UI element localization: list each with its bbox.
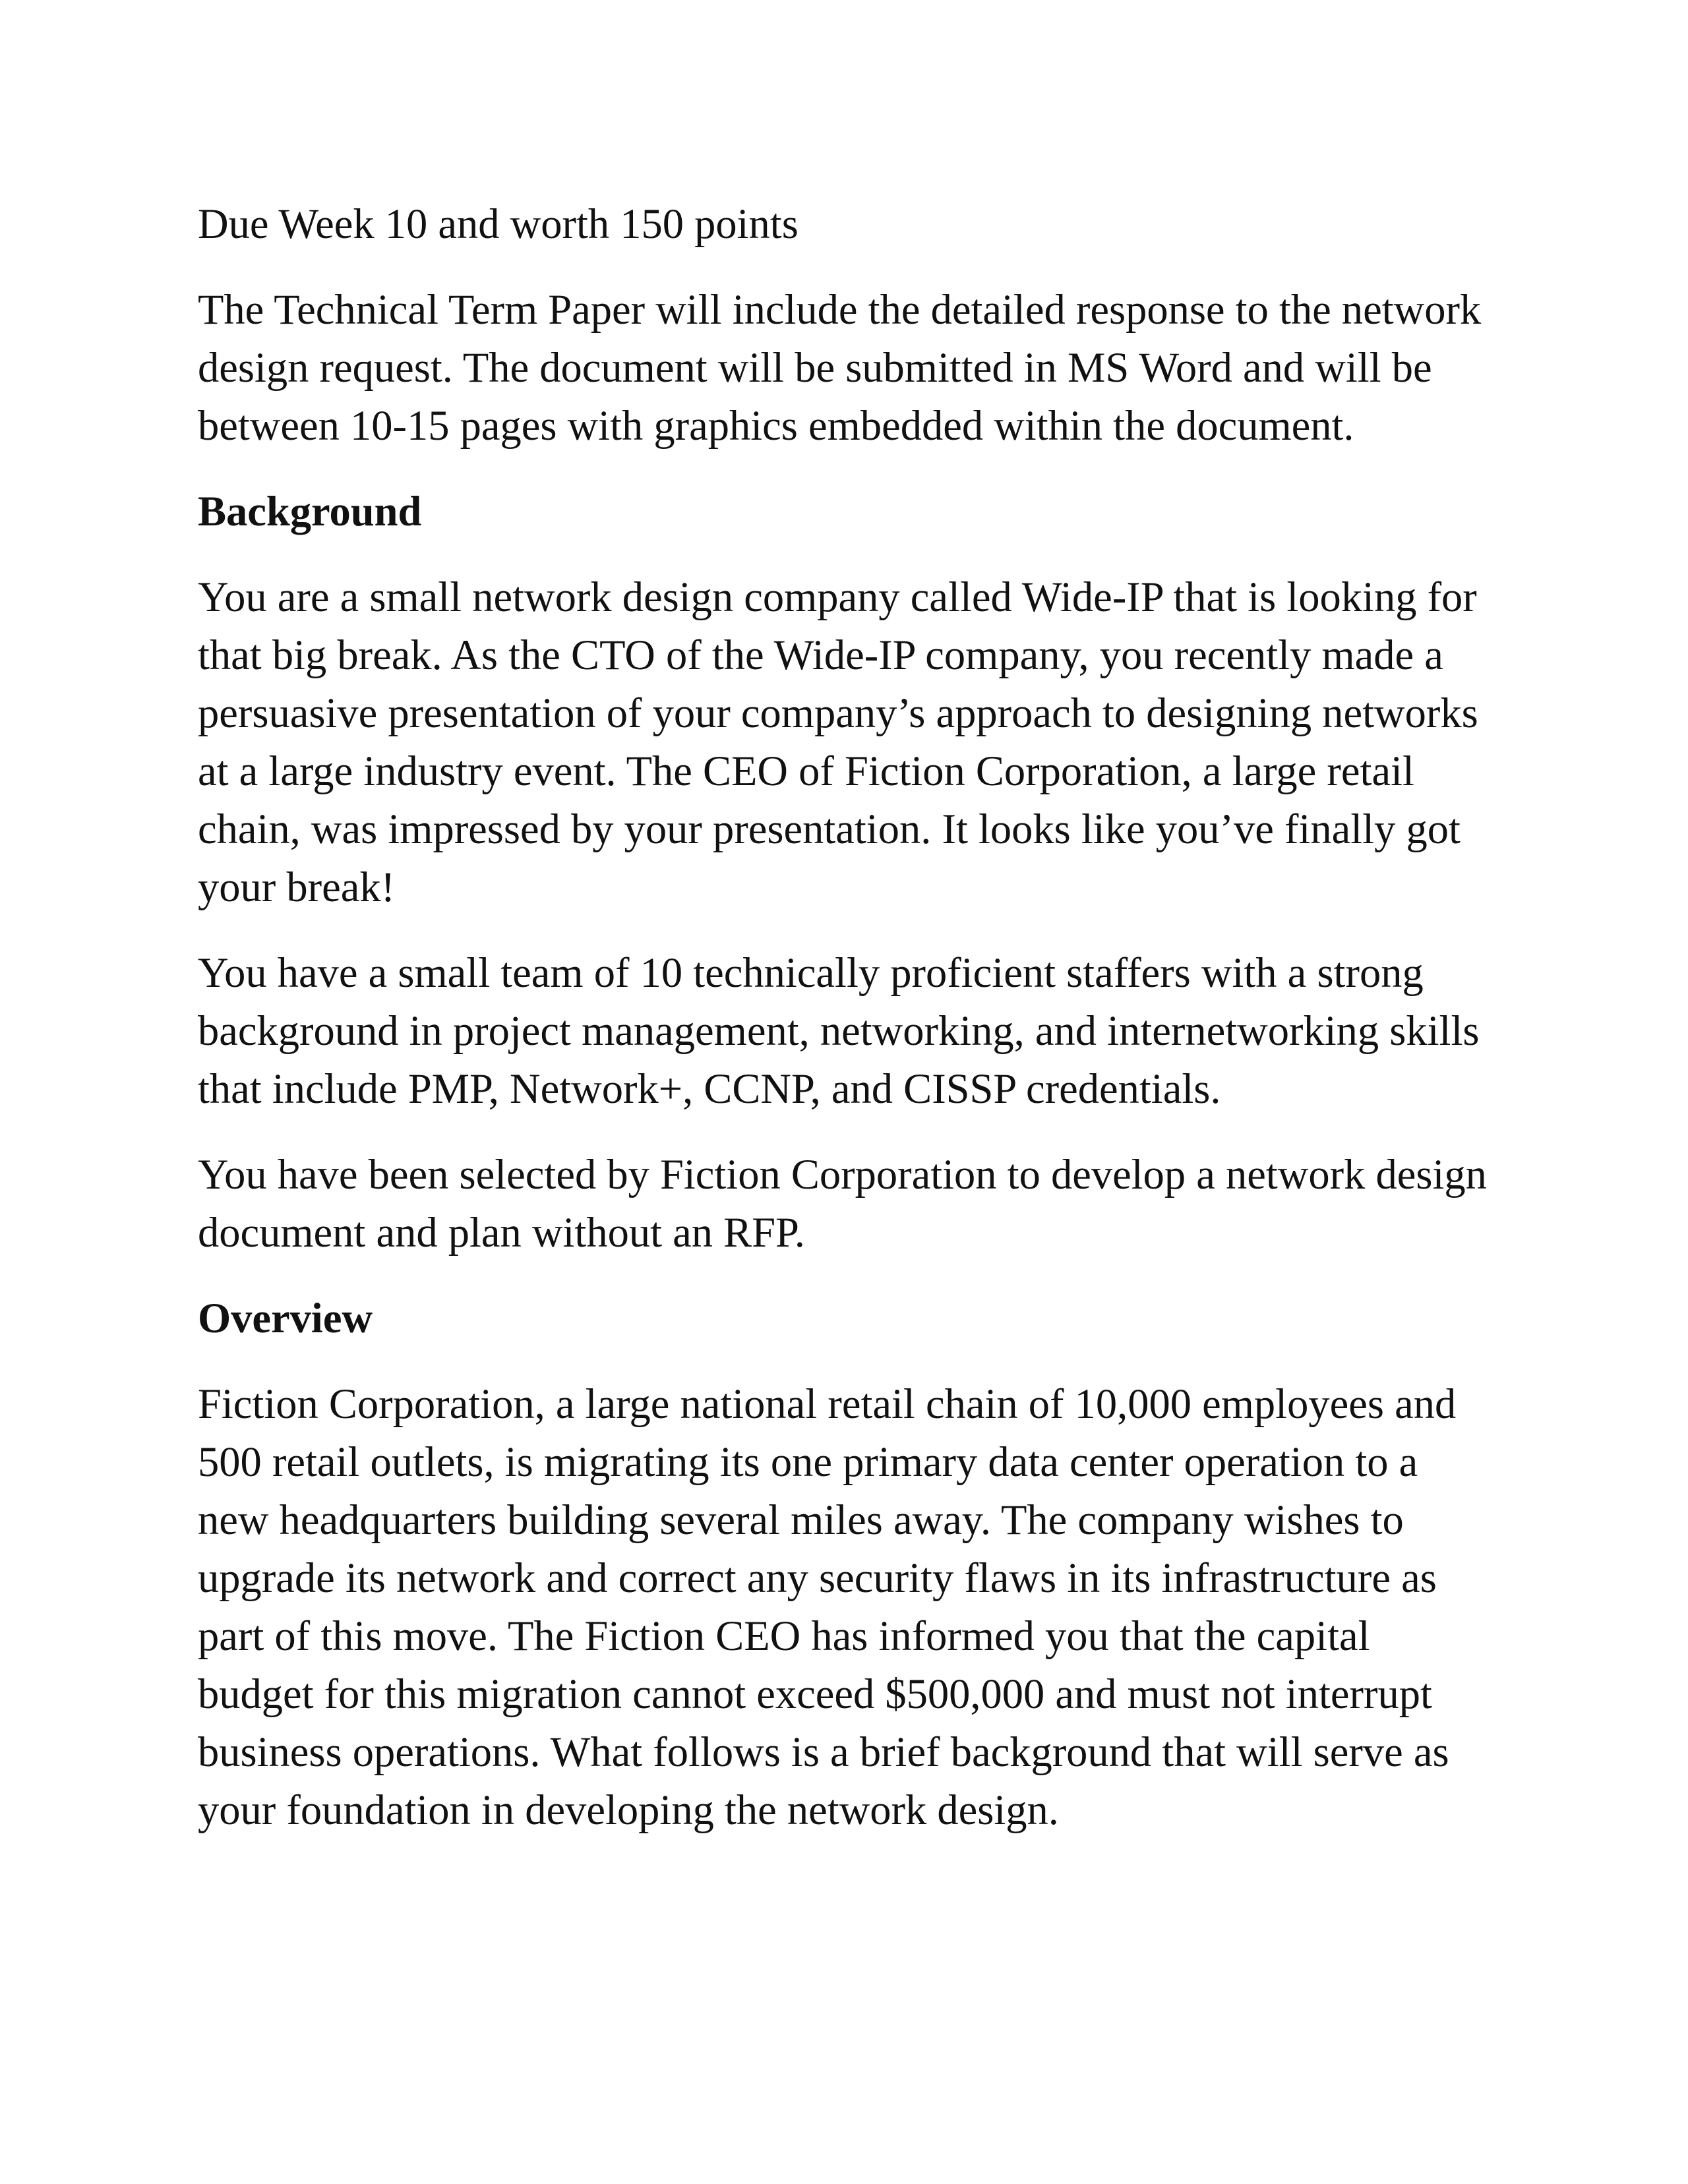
document-page [198, 195, 1490, 1867]
intro-paragraph: The Technical Term Paper will include the detailed response to the network design request. The document will be submitted in MS Word and will be between 10-15 pages with graphics embedded within the document. [198, 286, 1482, 449]
overview-heading: Overview [198, 1295, 373, 1342]
background-paragraph-1: You are a small network design company called Wide-IP that is looking for that big break. As the CTO of the Wide-IP company, you recently made a persuasive presentation of your company’s approach to designing networks at a large industry event. The CEO of Fiction Corporation, a large retail chain, was impressed by your presentation. It looks like you’ve finally got your break! [198, 574, 1478, 910]
background-heading: Background [198, 488, 422, 535]
background-paragraph-2: You have a small team of 10 technically proficient staffers with a strong background in project management, networking, and internetworking skills that include PMP, Network+, CCNP, and CISSP credentials. [198, 949, 1480, 1112]
background-paragraph-3: You have been selected by Fiction Corporation to develop a network design document and plan without an RFP. [198, 1151, 1487, 1256]
due-line: Due Week 10 and worth 150 points [198, 200, 799, 247]
overview-paragraph: Fiction Corporation, a large national retail chain of 10,000 employees and 500 retail outlets, is migrating its one primary data center operation to a new headquarters building several miles away. The company wishes to upgrade its network and correct any security flaws in its infrastructure as part of this move. The Fiction CEO has informed you that the capital budget for this migration cannot exceed $500,000 and must not interrupt business operations. What follows is a brief background that will serve as your foundation in developing the network design. [198, 1380, 1457, 1833]
